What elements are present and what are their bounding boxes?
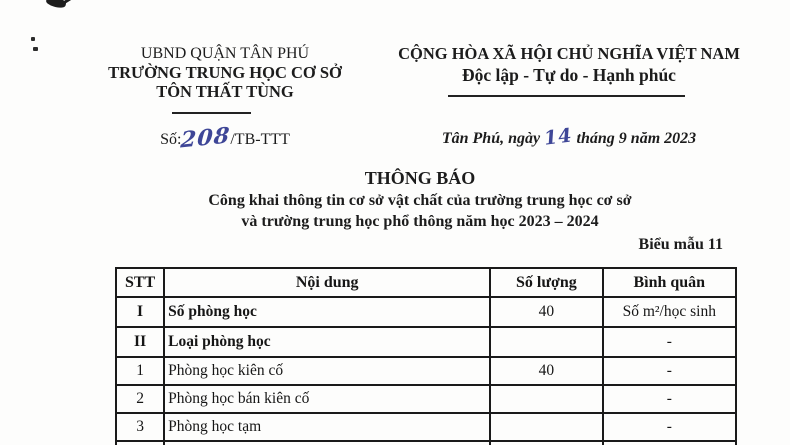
handwritten-day: 14 xyxy=(542,124,574,150)
cell-noi-dung xyxy=(164,441,490,445)
col-header-noi-dung: Nội dung xyxy=(164,268,490,297)
col-header-so-luong: Số lượng xyxy=(490,268,602,297)
header-left-divider xyxy=(172,112,251,114)
national-header-block xyxy=(388,44,750,87)
table-row xyxy=(116,327,736,357)
cell-so-luong: 40 xyxy=(490,357,602,385)
school-name-line2: TÔN THẤT TÙNG xyxy=(156,82,294,101)
cell-so-luong xyxy=(490,385,602,413)
document-number-prefix: Số: xyxy=(160,131,182,148)
ink-dot-artifact xyxy=(31,37,35,41)
table-row xyxy=(116,413,736,441)
facilities-table-wrapper xyxy=(115,267,737,445)
document-subtitle-line1: Công khai thông tin cơ sở vật chất của trường trung học cơ sở xyxy=(208,192,632,209)
cell-stt: 2 xyxy=(116,385,164,413)
cell-noi-dung: Loại phòng học xyxy=(164,327,490,357)
cell-stt: II xyxy=(116,327,164,357)
cell-stt xyxy=(116,441,164,445)
cell-binh-quan: - xyxy=(603,327,736,357)
cell-stt: I xyxy=(116,297,164,327)
facilities-table xyxy=(115,267,737,445)
cell-noi-dung: Phòng học bán kiên cố xyxy=(164,385,490,413)
cell-so-luong xyxy=(490,413,602,441)
country-name: CỘNG HÒA XÃ HỘI CHỦ NGHĨA VIỆT NAM xyxy=(398,44,740,63)
authority-name: UBND QUẬN TÂN PHÚ xyxy=(140,45,310,62)
cell-binh-quan: - xyxy=(603,413,736,441)
table-row-clipped xyxy=(116,441,736,445)
cell-stt: 1 xyxy=(116,357,164,385)
document-number xyxy=(95,122,355,154)
document-subtitle-line2: và trường trung học phổ thông năm học 2023 – 2024 xyxy=(241,213,599,230)
cell-noi-dung: Số phòng học xyxy=(164,297,490,327)
national-motto: Độc lập - Tự do - Hạnh phúc xyxy=(462,65,676,85)
date-suffix: tháng 9 năm 2023 xyxy=(572,130,697,147)
ink-blot-tail-artifact xyxy=(62,0,73,5)
ink-dot-artifact xyxy=(33,47,38,51)
document-title-block xyxy=(50,166,790,232)
document-number-suffix: /TB-TTT xyxy=(230,131,290,148)
cell-so-luong xyxy=(490,327,602,357)
table-row xyxy=(116,297,736,327)
cell-binh-quan: - xyxy=(603,357,736,385)
cell-binh-quan xyxy=(603,441,736,445)
cell-noi-dung: Phòng học kiên cố xyxy=(164,357,490,385)
issuing-authority-block xyxy=(95,44,355,101)
table-row xyxy=(116,385,736,413)
cell-so-luong xyxy=(490,441,602,445)
document-title: THÔNG BÁO xyxy=(364,168,476,188)
date-prefix: Tân Phú, ngày xyxy=(441,130,545,147)
cell-binh-quan: Số m²/học sinh xyxy=(603,297,736,327)
cell-binh-quan: - xyxy=(603,385,736,413)
motto-underline xyxy=(448,95,685,97)
handwritten-document-number: 208 xyxy=(180,122,232,154)
cell-noi-dung: Phòng học tạm xyxy=(164,413,490,441)
col-header-stt: STT xyxy=(116,268,164,297)
cell-stt: 3 xyxy=(116,413,164,441)
table-row xyxy=(116,357,736,385)
col-header-binh-quan: Bình quân xyxy=(603,268,736,297)
school-name-line1: TRƯỜNG TRUNG HỌC CƠ SỞ xyxy=(108,63,342,82)
table-header-row xyxy=(116,268,736,297)
form-number-label: Biểu mẫu 11 xyxy=(638,236,723,253)
date-line xyxy=(388,126,750,148)
cell-so-luong: 40 xyxy=(490,297,602,327)
